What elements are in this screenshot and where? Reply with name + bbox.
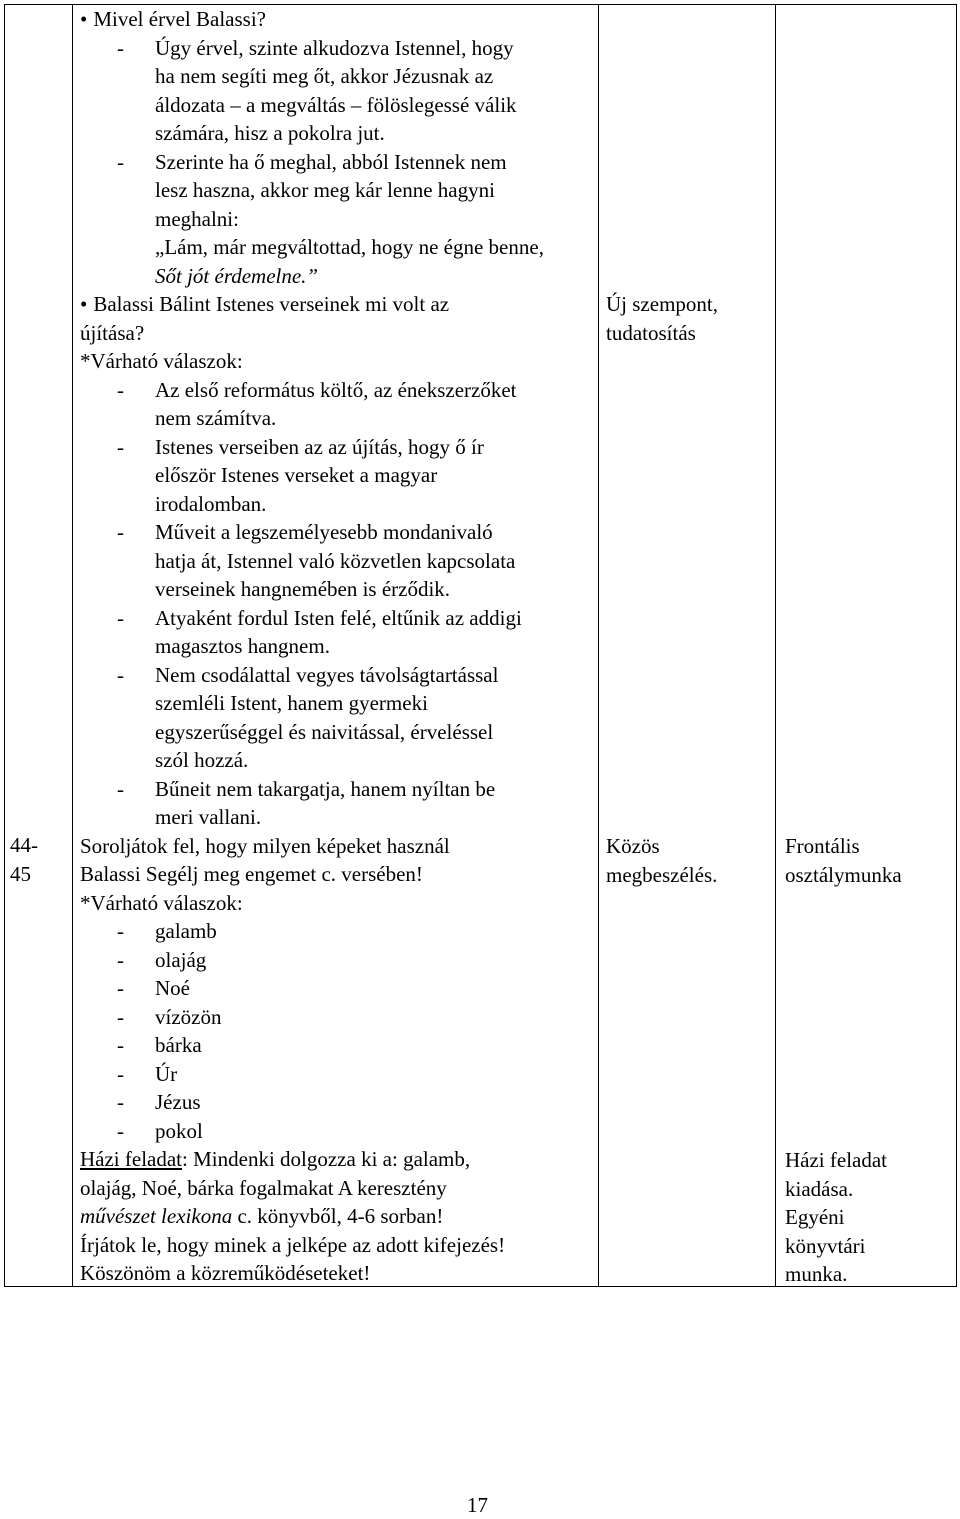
lesson-number	[10, 831, 38, 888]
answer-line: - Úgy érvel, szinte alkudozva Istennel, hogy	[80, 34, 595, 63]
homework-text: : Mindenki dolgozza ki a: galamb,	[182, 1147, 471, 1171]
workform-note-1	[785, 832, 902, 889]
image-item: - Jézus	[80, 1088, 595, 1117]
answer-line: nem számítva.	[155, 406, 277, 430]
answer-line: szemléli Istent, hanem gyermeki	[155, 691, 428, 715]
method-cell	[598, 5, 775, 1287]
answer-line: verseinek hangnemében is érződik.	[155, 577, 451, 601]
answer-line: - Atyaként fordul Isten felé, eltűnik az addigi	[80, 604, 595, 633]
answer-line: meri vallani.	[155, 805, 262, 829]
homework-label: Házi feladat	[80, 1147, 183, 1171]
workform-note-line: osztálymunka	[785, 862, 902, 887]
answer-line: - Istenes verseiben az az újítás, hogy ő ír	[80, 433, 595, 462]
homework-line-2: olajág, Noé, bárka fogalmakat A keresztény	[80, 1175, 447, 1200]
method-note-line: tudatosítás	[606, 320, 696, 345]
poem-quote: Sőt jót érdemelne.”	[155, 263, 319, 288]
answer-line: lesz haszna, akkor meg kár lenne hagyni	[155, 178, 495, 202]
lesson-number-cell	[5, 5, 73, 1287]
page-number: 17	[467, 1493, 488, 1517]
answer-line: magasztos hangnem.	[155, 634, 330, 658]
image-item: - Úr	[80, 1060, 595, 1089]
answer-line: - Műveit a legszemélyesebb mondanivaló	[80, 518, 595, 547]
expected-answers-label: *Várható válaszok:	[80, 349, 243, 373]
answer-line: - Az első református költő, az énekszerzőket	[80, 376, 595, 405]
homework-line-4: Írjátok le, hogy minek a jelképe az adott kifejezés!	[80, 1232, 506, 1257]
activity-content	[80, 5, 595, 1288]
closing-line: Köszönöm a közreműködéseteket!	[80, 1261, 371, 1285]
method-note-line: Új szempont,	[606, 292, 718, 316]
answer-line: - Szerinte ha ő meghal, abból Istennek nem	[80, 148, 595, 177]
homework-line-1	[80, 1145, 595, 1174]
workform-note-line: Egyéni	[785, 1205, 845, 1229]
task-line: Balassi Segélj meg engemet c. versében!	[80, 862, 423, 886]
workform-note-line: Házi feladat	[785, 1148, 888, 1172]
workform-note-2	[785, 1146, 887, 1289]
homework-text: c. könyvből, 4-6 sorban!	[232, 1204, 444, 1228]
lesson-number-line: 44-	[10, 833, 38, 857]
image-item: - vízözön	[80, 1003, 595, 1032]
expected-answers-label: *Várható válaszok:	[80, 890, 243, 915]
workform-note-line: könyvtári	[785, 1233, 866, 1258]
answer-line: irodalomban.	[155, 491, 267, 516]
image-item: - Noé	[80, 974, 595, 1003]
poem-quote: „Lám, már megváltottad, hogy ne égne benne,	[155, 235, 544, 259]
workform-note-line: Frontális	[785, 834, 860, 858]
answer-line: - Bűneit nem takargatja, hanem nyíltan be	[80, 775, 595, 804]
method-note-line: Közös	[606, 834, 660, 858]
answer-line: számára, hisz a pokolra jut.	[155, 121, 385, 145]
image-item: - galamb	[80, 917, 595, 946]
book-title: művészet lexikona	[80, 1204, 233, 1228]
workform-cell	[775, 5, 956, 1287]
question-2: • Balassi Bálint Istenes verseinek mi volt az	[80, 290, 595, 319]
method-note-1	[606, 290, 718, 347]
workform-note-line: munka.	[785, 1262, 848, 1286]
method-note-2	[606, 832, 717, 889]
question-2-cont: újítása?	[80, 320, 145, 345]
image-item: - pokol	[80, 1117, 595, 1146]
answer-line: szól hozzá.	[155, 748, 249, 772]
workform-note-line: kiadása.	[785, 1176, 854, 1201]
answer-line: ha nem segíti meg őt, akkor Jézusnak az	[155, 64, 494, 88]
task-line: Soroljátok fel, hogy milyen képeket használ	[80, 833, 450, 858]
answer-line: - Nem csodálattal vegyes távolságtartással	[80, 661, 595, 690]
lesson-number-line: 45	[10, 861, 31, 886]
image-item: - olajág	[80, 946, 595, 975]
question-1: • Mivel érvel Balassi?	[80, 5, 595, 34]
answer-line: meghalni:	[155, 206, 239, 231]
image-item: - bárka	[80, 1031, 595, 1060]
answer-line: először Istenes verseket a magyar	[155, 463, 438, 487]
homework-line-3	[80, 1202, 595, 1231]
answer-line: hatja át, Istennel való közvetlen kapcsolata	[155, 548, 516, 573]
answer-line: egyszerűséggel és naivitással, érveléssel	[155, 719, 494, 744]
answer-line: áldozata – a megváltás – fölöslegessé válik	[155, 92, 517, 117]
method-note-line: megbeszélés.	[606, 862, 718, 887]
